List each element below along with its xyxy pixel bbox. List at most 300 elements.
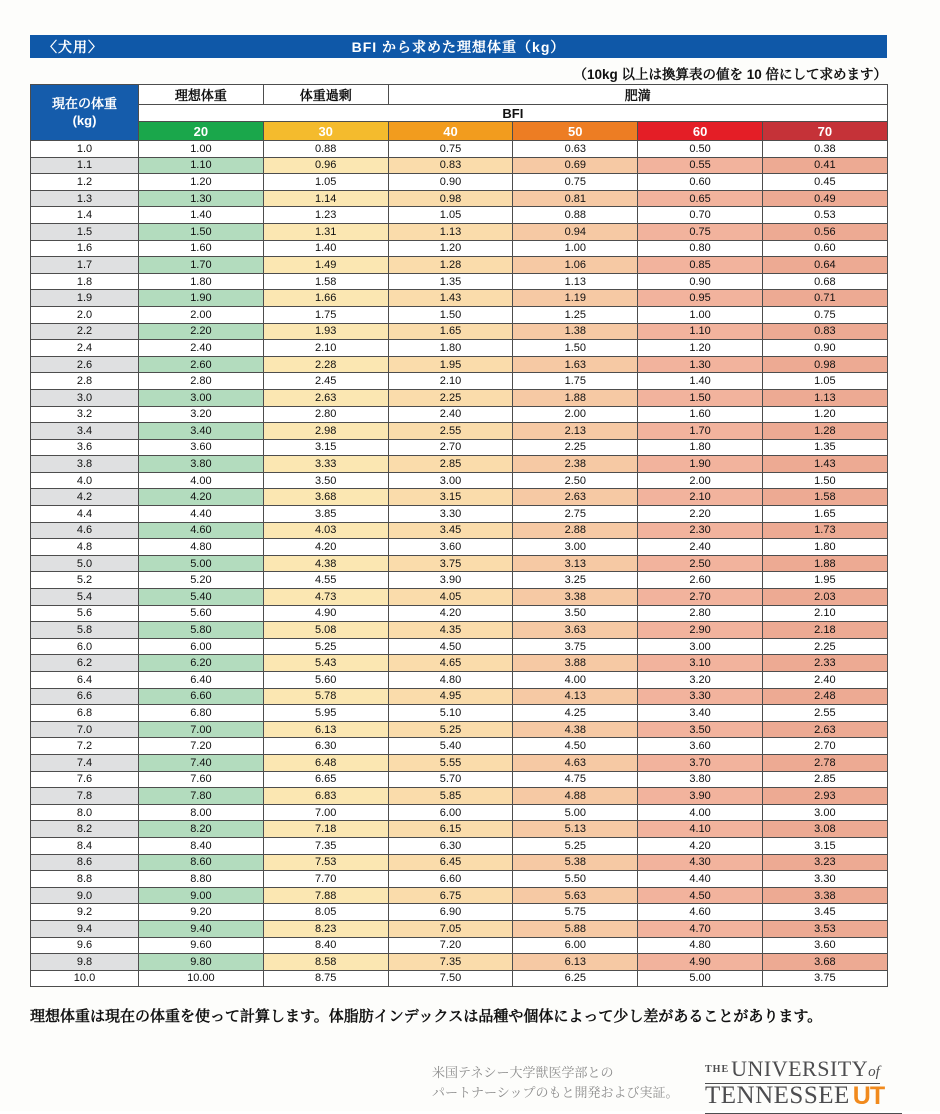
logo-the: THE: [705, 1064, 730, 1075]
table-row: [31, 340, 888, 357]
credit-line-2: パートナーシップのもと開発および実証。: [432, 1084, 679, 1100]
table-row: [31, 572, 888, 589]
weight-value-cell: 3.25: [513, 572, 638, 589]
current-weight-cell: 10.0: [31, 970, 139, 987]
bfi-20-header: 20: [139, 122, 264, 141]
weight-value-cell: 2.88: [513, 522, 638, 539]
weight-value-cell: 5.78: [263, 688, 388, 705]
table-row: [31, 174, 888, 191]
weight-value-cell: 3.80: [139, 456, 264, 473]
conversion-note: （10kg 以上は換算表の値を 10 倍にして求めます）: [573, 67, 887, 82]
weight-value-cell: 8.58: [263, 954, 388, 971]
weight-value-cell: 1.00: [638, 306, 763, 323]
current-weight-cell: 6.2: [31, 655, 139, 672]
weight-value-cell: 6.60: [139, 688, 264, 705]
weight-value-cell: 3.30: [388, 506, 513, 523]
weight-value-cell: 1.95: [388, 356, 513, 373]
table-row: [31, 539, 888, 556]
weight-value-cell: 5.38: [513, 854, 638, 871]
weight-value-cell: 2.70: [762, 738, 887, 755]
weight-value-cell: 3.50: [638, 721, 763, 738]
bfi-40-header: 40: [388, 122, 513, 141]
weight-value-cell: 2.00: [513, 406, 638, 423]
weight-value-cell: 2.63: [263, 389, 388, 406]
table-row: [31, 423, 888, 440]
weight-value-cell: 1.00: [513, 240, 638, 257]
weight-value-cell: 1.05: [388, 207, 513, 224]
weight-value-cell: 5.00: [139, 555, 264, 572]
weight-value-cell: 5.25: [388, 721, 513, 738]
current-weight-cell: 1.6: [31, 240, 139, 257]
weight-value-cell: 4.90: [638, 954, 763, 971]
weight-value-cell: 3.20: [139, 406, 264, 423]
weight-value-cell: 5.40: [139, 589, 264, 606]
weight-value-cell: 1.30: [139, 190, 264, 207]
current-weight-cell: 4.2: [31, 489, 139, 506]
table-row: [31, 589, 888, 606]
weight-value-cell: 0.85: [638, 257, 763, 274]
weight-value-cell: 2.38: [513, 456, 638, 473]
weight-value-cell: 5.40: [388, 738, 513, 755]
weight-value-cell: 1.80: [762, 539, 887, 556]
weight-value-cell: 0.41: [762, 157, 887, 174]
table-row: [31, 240, 888, 257]
weight-value-cell: 4.70: [638, 920, 763, 937]
weight-value-cell: 6.48: [263, 754, 388, 771]
weight-value-cell: 2.75: [513, 506, 638, 523]
weight-value-cell: 1.50: [762, 472, 887, 489]
weight-value-cell: 0.75: [762, 306, 887, 323]
weight-value-cell: 5.20: [139, 572, 264, 589]
weight-value-cell: 2.60: [638, 572, 763, 589]
weight-value-cell: 1.75: [263, 306, 388, 323]
weight-value-cell: 1.49: [263, 257, 388, 274]
weight-value-cell: 7.00: [139, 721, 264, 738]
weight-value-cell: 0.94: [513, 223, 638, 240]
weight-value-cell: 1.20: [388, 240, 513, 257]
weight-value-cell: 6.65: [263, 771, 388, 788]
weight-value-cell: 2.28: [263, 356, 388, 373]
weight-value-cell: 2.70: [388, 439, 513, 456]
bfi-weight-table: [30, 84, 888, 987]
table-row: [31, 522, 888, 539]
weight-value-cell: 0.60: [638, 174, 763, 191]
weight-value-cell: 1.05: [762, 373, 887, 390]
weight-value-cell: 5.13: [513, 821, 638, 838]
current-weight-cell: 2.0: [31, 306, 139, 323]
weight-value-cell: 2.78: [762, 754, 887, 771]
weight-value-cell: 6.00: [513, 937, 638, 954]
weight-value-cell: 5.63: [513, 887, 638, 904]
current-weight-cell: 2.6: [31, 356, 139, 373]
current-weight-cell: 2.4: [31, 340, 139, 357]
weight-value-cell: 0.63: [513, 141, 638, 158]
weight-value-cell: 9.60: [139, 937, 264, 954]
weight-value-cell: 3.63: [513, 622, 638, 639]
weight-value-cell: 1.19: [513, 290, 638, 307]
table-row: [31, 937, 888, 954]
weight-value-cell: 4.65: [388, 655, 513, 672]
table-row: [31, 954, 888, 971]
bfi-values-row: [31, 122, 888, 141]
weight-value-cell: 1.13: [513, 273, 638, 290]
weight-value-cell: 0.90: [388, 174, 513, 191]
credit-line-1: 米国テネシー大学獣医学部との: [432, 1065, 614, 1080]
weight-value-cell: 5.88: [513, 920, 638, 937]
weight-value-cell: 3.60: [139, 439, 264, 456]
weight-value-cell: 2.03: [762, 589, 887, 606]
weight-value-cell: 4.35: [388, 622, 513, 639]
weight-value-cell: 3.75: [388, 555, 513, 572]
current-weight-cell: 9.4: [31, 920, 139, 937]
weight-value-cell: 1.70: [638, 423, 763, 440]
weight-value-cell: 9.00: [139, 887, 264, 904]
table-row: [31, 389, 888, 406]
overweight-header: 体重過剰: [263, 85, 388, 105]
weight-value-cell: 3.60: [638, 738, 763, 755]
weight-value-cell: 0.60: [762, 240, 887, 257]
current-weight-cell: 6.4: [31, 672, 139, 689]
weight-value-cell: 1.58: [762, 489, 887, 506]
weight-value-cell: 1.00: [139, 141, 264, 158]
weight-value-cell: 4.50: [638, 887, 763, 904]
weight-value-cell: 1.10: [638, 323, 763, 340]
weight-value-cell: 3.90: [388, 572, 513, 589]
current-weight-cell: 7.6: [31, 771, 139, 788]
weight-value-cell: 3.30: [638, 688, 763, 705]
weight-value-cell: 7.40: [139, 754, 264, 771]
weight-value-cell: 1.80: [388, 340, 513, 357]
bfi-50-header: 50: [513, 122, 638, 141]
weight-value-cell: 3.53: [762, 920, 887, 937]
weight-value-cell: 7.50: [388, 970, 513, 987]
weight-value-cell: 3.45: [388, 522, 513, 539]
weight-value-cell: 2.70: [638, 589, 763, 606]
weight-value-cell: 5.25: [513, 837, 638, 854]
weight-value-cell: 5.95: [263, 705, 388, 722]
weight-value-cell: 3.68: [263, 489, 388, 506]
weight-value-cell: 1.50: [388, 306, 513, 323]
weight-value-cell: 2.55: [388, 423, 513, 440]
weight-value-cell: 4.95: [388, 688, 513, 705]
weight-value-cell: 2.90: [638, 622, 763, 639]
weight-value-cell: 1.38: [513, 323, 638, 340]
weight-value-cell: 4.20: [638, 837, 763, 854]
current-weight-cell: 2.8: [31, 373, 139, 390]
weight-value-cell: 2.63: [762, 721, 887, 738]
weight-value-cell: 3.85: [263, 506, 388, 523]
weight-value-cell: 2.40: [762, 672, 887, 689]
weight-value-cell: 2.10: [638, 489, 763, 506]
weight-value-cell: 3.38: [762, 887, 887, 904]
weight-value-cell: 1.20: [139, 174, 264, 191]
weight-value-cell: 0.68: [762, 273, 887, 290]
weight-value-cell: 5.55: [388, 754, 513, 771]
weight-value-cell: 1.65: [762, 506, 887, 523]
weight-value-cell: 1.28: [762, 423, 887, 440]
weight-value-cell: 6.15: [388, 821, 513, 838]
current-weight-header-line2: (kg): [72, 112, 97, 128]
weight-value-cell: 5.60: [263, 672, 388, 689]
table-row: [31, 904, 888, 921]
weight-value-cell: 1.43: [762, 456, 887, 473]
weight-value-cell: 1.35: [388, 273, 513, 290]
bfi-label-header: BFI: [139, 105, 888, 122]
weight-value-cell: 3.80: [638, 771, 763, 788]
weight-value-cell: 7.60: [139, 771, 264, 788]
weight-value-cell: 2.60: [139, 356, 264, 373]
table-row: [31, 323, 888, 340]
weight-value-cell: 0.88: [263, 141, 388, 158]
weight-value-cell: 0.75: [513, 174, 638, 191]
weight-value-cell: 5.75: [513, 904, 638, 921]
current-weight-cell: 1.8: [31, 273, 139, 290]
weight-value-cell: 1.23: [263, 207, 388, 224]
weight-value-cell: 5.60: [139, 605, 264, 622]
weight-value-cell: 7.53: [263, 854, 388, 871]
weight-value-cell: 3.33: [263, 456, 388, 473]
weight-value-cell: 2.13: [513, 423, 638, 440]
table-row: [31, 306, 888, 323]
current-weight-cell: 1.3: [31, 190, 139, 207]
weight-value-cell: 2.30: [638, 522, 763, 539]
table-row: [31, 721, 888, 738]
weight-value-cell: 7.80: [139, 788, 264, 805]
weight-value-cell: 0.81: [513, 190, 638, 207]
current-weight-cell: 1.2: [31, 174, 139, 191]
weight-value-cell: 0.70: [638, 207, 763, 224]
logo-tennessee: TENNESSEE: [705, 1082, 850, 1109]
weight-value-cell: 4.05: [388, 589, 513, 606]
weight-value-cell: 0.71: [762, 290, 887, 307]
weight-value-cell: 4.80: [139, 539, 264, 556]
weight-value-cell: 3.75: [762, 970, 887, 987]
weight-value-cell: 2.00: [638, 472, 763, 489]
weight-value-cell: 0.65: [638, 190, 763, 207]
weight-value-cell: 1.80: [139, 273, 264, 290]
current-weight-cell: 8.8: [31, 871, 139, 888]
weight-value-cell: 8.00: [139, 804, 264, 821]
weight-value-cell: 7.20: [139, 738, 264, 755]
page-title: BFI から求めた理想体重（kg）: [351, 38, 566, 55]
weight-value-cell: 1.93: [263, 323, 388, 340]
logo-line-1: [705, 1056, 880, 1084]
weight-value-cell: 4.20: [139, 489, 264, 506]
weight-value-cell: 7.00: [263, 804, 388, 821]
weight-value-cell: 4.20: [388, 605, 513, 622]
weight-value-cell: 0.83: [762, 323, 887, 340]
weight-value-cell: 1.95: [762, 572, 887, 589]
current-weight-cell: 6.6: [31, 688, 139, 705]
current-weight-cell: 8.4: [31, 837, 139, 854]
current-weight-header-line1: 現在の体重: [51, 96, 117, 112]
weight-value-cell: 2.48: [762, 688, 887, 705]
weight-value-cell: 5.08: [263, 622, 388, 639]
weight-value-cell: 3.15: [263, 439, 388, 456]
weight-value-cell: 6.80: [139, 705, 264, 722]
weight-value-cell: 2.45: [263, 373, 388, 390]
table-row: [31, 605, 888, 622]
weight-value-cell: 2.63: [513, 489, 638, 506]
weight-value-cell: 2.20: [638, 506, 763, 523]
weight-value-cell: 8.80: [139, 871, 264, 888]
current-weight-cell: 4.4: [31, 506, 139, 523]
current-weight-cell: 7.4: [31, 754, 139, 771]
weight-value-cell: 8.05: [263, 904, 388, 921]
current-weight-cell: 5.0: [31, 555, 139, 572]
weight-value-cell: 2.55: [762, 705, 887, 722]
weight-value-cell: 0.98: [762, 356, 887, 373]
current-weight-cell: 5.8: [31, 622, 139, 639]
weight-value-cell: 5.25: [263, 638, 388, 655]
bfi-70-header: 70: [762, 122, 887, 141]
weight-value-cell: 6.83: [263, 788, 388, 805]
table-row: [31, 705, 888, 722]
weight-value-cell: 1.40: [139, 207, 264, 224]
table-row: [31, 489, 888, 506]
weight-value-cell: 5.80: [139, 622, 264, 639]
weight-value-cell: 1.90: [638, 456, 763, 473]
weight-value-cell: 3.45: [762, 904, 887, 921]
weight-value-cell: 2.25: [762, 638, 887, 655]
weight-value-cell: 4.88: [513, 788, 638, 805]
table-row: [31, 837, 888, 854]
weight-value-cell: 3.00: [762, 804, 887, 821]
table-row: [31, 754, 888, 771]
weight-value-cell: 1.20: [762, 406, 887, 423]
weight-value-cell: 4.20: [263, 539, 388, 556]
weight-value-cell: 7.18: [263, 821, 388, 838]
weight-value-cell: 3.60: [388, 539, 513, 556]
weight-value-cell: 1.35: [762, 439, 887, 456]
weight-value-cell: 8.60: [139, 854, 264, 871]
weight-value-cell: 8.40: [139, 837, 264, 854]
weight-value-cell: 1.65: [388, 323, 513, 340]
current-weight-cell: 9.6: [31, 937, 139, 954]
weight-value-cell: 1.90: [139, 290, 264, 307]
weight-value-cell: 1.88: [762, 555, 887, 572]
current-weight-cell: 1.0: [31, 141, 139, 158]
weight-value-cell: 2.00: [139, 306, 264, 323]
weight-value-cell: 2.80: [638, 605, 763, 622]
weight-value-cell: 4.55: [263, 572, 388, 589]
weight-value-cell: 4.60: [638, 904, 763, 921]
current-weight-cell: 9.0: [31, 887, 139, 904]
weight-value-cell: 7.05: [388, 920, 513, 937]
weight-value-cell: 2.25: [513, 439, 638, 456]
current-weight-cell: 1.7: [31, 257, 139, 274]
weight-value-cell: 4.03: [263, 522, 388, 539]
table-row: [31, 190, 888, 207]
current-weight-cell: 9.2: [31, 904, 139, 921]
weight-value-cell: 2.18: [762, 622, 887, 639]
weight-value-cell: 1.50: [513, 340, 638, 357]
weight-value-cell: 4.90: [263, 605, 388, 622]
weight-value-cell: 6.40: [139, 672, 264, 689]
weight-value-cell: 4.73: [263, 589, 388, 606]
weight-value-cell: 2.85: [388, 456, 513, 473]
weight-value-cell: 0.90: [638, 273, 763, 290]
weight-value-cell: 4.50: [513, 738, 638, 755]
weight-value-cell: 5.70: [388, 771, 513, 788]
current-weight-cell: 7.2: [31, 738, 139, 755]
weight-value-cell: 6.60: [388, 871, 513, 888]
weight-value-cell: 3.20: [638, 672, 763, 689]
weight-value-cell: 3.15: [388, 489, 513, 506]
table-row: [31, 688, 888, 705]
weight-value-cell: 0.75: [638, 223, 763, 240]
current-weight-cell: 3.8: [31, 456, 139, 473]
weight-value-cell: 2.10: [388, 373, 513, 390]
weight-value-cell: 4.80: [388, 672, 513, 689]
current-weight-cell: 7.8: [31, 788, 139, 805]
weight-value-cell: 4.00: [513, 672, 638, 689]
weight-value-cell: 1.06: [513, 257, 638, 274]
weight-value-cell: 1.70: [139, 257, 264, 274]
weight-value-cell: 5.00: [513, 804, 638, 821]
current-weight-cell: 9.8: [31, 954, 139, 971]
weight-value-cell: 1.05: [263, 174, 388, 191]
table-row: [31, 970, 888, 987]
weight-value-cell: 6.90: [388, 904, 513, 921]
weight-value-cell: 1.88: [513, 389, 638, 406]
weight-value-cell: 6.13: [513, 954, 638, 971]
current-weight-cell: 4.6: [31, 522, 139, 539]
weight-value-cell: 2.80: [139, 373, 264, 390]
weight-value-cell: 0.56: [762, 223, 887, 240]
current-weight-cell: 1.5: [31, 223, 139, 240]
weight-value-cell: 3.13: [513, 555, 638, 572]
weight-value-cell: 4.40: [139, 506, 264, 523]
weight-value-cell: 2.85: [762, 771, 887, 788]
weight-value-cell: 0.53: [762, 207, 887, 224]
weight-value-cell: 2.10: [263, 340, 388, 357]
weight-table-body: [31, 141, 888, 987]
weight-value-cell: 3.00: [388, 472, 513, 489]
weight-value-cell: 1.40: [263, 240, 388, 257]
current-weight-cell: 2.2: [31, 323, 139, 340]
weight-value-cell: 3.30: [762, 871, 887, 888]
weight-value-cell: 4.63: [513, 754, 638, 771]
bfi-30-header: 30: [263, 122, 388, 141]
table-row: [31, 141, 888, 158]
weight-value-cell: 3.70: [638, 754, 763, 771]
weight-value-cell: 4.50: [388, 638, 513, 655]
weight-value-cell: 1.73: [762, 522, 887, 539]
weight-value-cell: 2.40: [638, 539, 763, 556]
weight-value-cell: 7.88: [263, 887, 388, 904]
table-row: [31, 555, 888, 572]
weight-value-cell: 1.13: [388, 223, 513, 240]
table-row: [31, 439, 888, 456]
weight-value-cell: 3.10: [638, 655, 763, 672]
weight-value-cell: 2.80: [263, 406, 388, 423]
partnership-credit: [432, 1063, 678, 1102]
table-row: [31, 854, 888, 871]
weight-value-cell: 0.38: [762, 141, 887, 158]
weight-value-cell: 0.88: [513, 207, 638, 224]
table-row: [31, 655, 888, 672]
current-weight-cell: 5.4: [31, 589, 139, 606]
weight-value-cell: 5.85: [388, 788, 513, 805]
table-row: [31, 290, 888, 307]
ideal-weight-header: 理想体重: [139, 85, 264, 105]
weight-value-cell: 2.50: [638, 555, 763, 572]
current-weight-cell: 3.6: [31, 439, 139, 456]
weight-value-cell: 1.10: [139, 157, 264, 174]
weight-value-cell: 4.80: [638, 937, 763, 954]
weight-value-cell: 0.45: [762, 174, 887, 191]
